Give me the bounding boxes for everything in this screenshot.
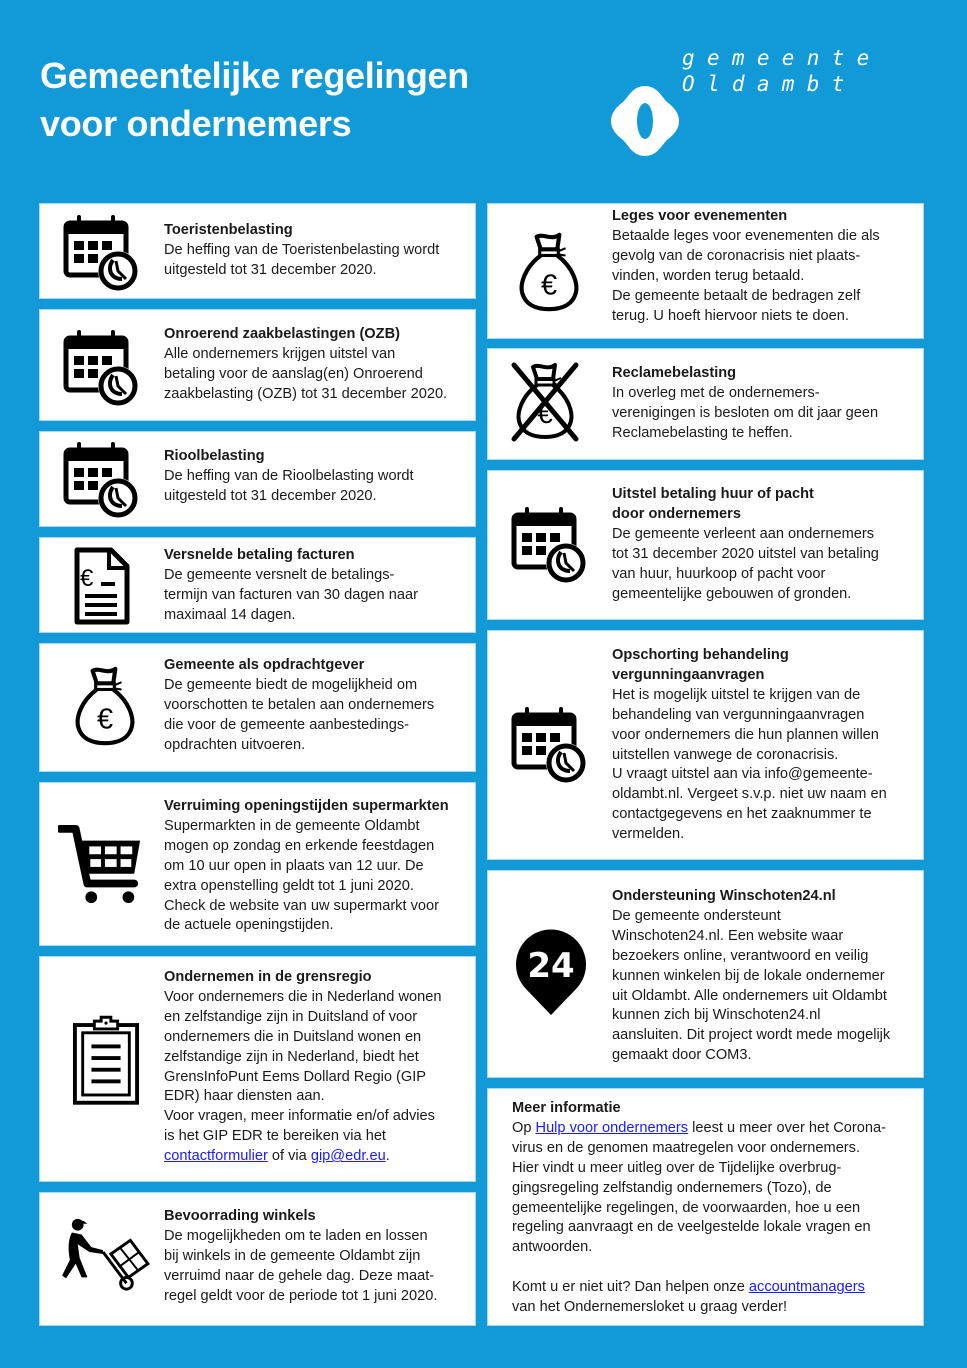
card-text-line: EDR) haar diensten aan. <box>164 1088 325 1105</box>
card-heading: Rioolbelasting <box>164 448 265 464</box>
card-text-line: regeling aanvraagt en de veelgestelde lokale vragen en <box>512 1219 871 1236</box>
card-text-line: Winschoten24.nl. Een website waar <box>612 927 844 944</box>
card-text-line: bezoekers online, verantwoord en veilig <box>612 947 869 964</box>
card-text-line: De gemeente versnelt de betalings- <box>164 566 395 583</box>
euro-money-bag-icon <box>74 662 136 750</box>
card-text-line: extra openstelling geldt tot 1 juni 2020. <box>164 877 414 894</box>
card-text-line: voor ondernemers die hun plannen willen <box>612 726 879 743</box>
card-heading: Ondersteuning Winschoten24.nl <box>612 888 836 904</box>
card-text-line: tot 31 december 2020 uitstel van betaling <box>612 545 879 562</box>
card-text-line: De gemeente verleent aan ondernemers <box>612 525 875 542</box>
oldambt-logo-icon <box>609 84 681 158</box>
logo-text-gemeente: gemeente <box>682 46 882 70</box>
card-ozb <box>39 309 476 421</box>
card-text-line: zaakbelasting (OZB) tot 31 december 2020. <box>164 385 448 402</box>
logo-text-oldambt: Oldambt <box>682 72 857 96</box>
card-rioolbelasting <box>39 431 476 527</box>
card-heading: door ondernemers <box>612 505 741 522</box>
euro-invoice-icon <box>70 546 132 626</box>
calendar-clock-icon <box>62 328 142 408</box>
card-text-line: virus en de genomen maatregelen voor ondernemers. <box>512 1139 861 1156</box>
card-heading: Opschorting behandeling <box>612 647 789 663</box>
card-text-line: Het is mogelijk uitstel te krijgen van de <box>612 686 861 703</box>
clipboard-icon <box>72 1013 140 1107</box>
card-text-line: Voor ondernemers die in Nederland wonen <box>164 988 442 1005</box>
card-heading: Reclamebelasting <box>612 365 737 381</box>
card-heading: Bevoorrading winkels <box>164 1208 316 1224</box>
card-text-line: uitgesteld tot 31 december 2020. <box>164 261 377 278</box>
contact-line <box>164 1147 441 1167</box>
card-text-line: contactgegevens en het zaaknummer te <box>612 806 872 823</box>
card-text-line: GrensInfoPunt Eems Dollard Regio (GIP <box>164 1068 426 1085</box>
card-text-line: De mogelijkheden om te laden en lossen <box>164 1227 428 1244</box>
card-toeristenbelasting <box>39 203 476 299</box>
card-uitstel-huur-pacht <box>487 470 924 620</box>
calendar-clock-icon <box>510 705 590 785</box>
card-text-line: kunnen zich bij Winschoten24.nl <box>612 1007 821 1024</box>
meer-informatie-heading: Meer informatie <box>512 1100 621 1116</box>
card-text-line: gevolg van de coronacrisis niet plaats- <box>612 247 861 264</box>
card-heading: Leges voor evenementen <box>612 208 788 224</box>
card-text-line: kunnen winkelen bij de lokale ondernemer <box>612 967 885 984</box>
card-versnelde-betaling <box>39 537 476 633</box>
calendar-clock-icon <box>62 213 142 293</box>
card-bevoorrading <box>39 1192 476 1326</box>
card-opschorting-vergunning <box>487 630 924 860</box>
closing-line-1 <box>512 1278 886 1298</box>
card-heading: Uitstel betaling huur of pacht <box>612 486 814 502</box>
card-reclamebelasting <box>487 348 924 460</box>
card-text-line: van huur, huurkoop of pacht voor <box>612 565 826 582</box>
card-text-line: Reclamebelasting te heffen. <box>612 424 793 441</box>
page-title-line-2: voor ondernemers <box>40 103 352 144</box>
card-heading: vergunningaanvragen <box>612 666 765 683</box>
card-text-line: ondernemers die in Duitsland wonen en <box>164 1028 422 1045</box>
card-text-line: uitstellen vanwege de coronacrisis. <box>612 746 839 763</box>
card-heading: Ondernemen in de grensregio <box>164 969 372 985</box>
card-text-line: regel geldt voor de periode tot 1 juni 2020. <box>164 1287 438 1304</box>
page-title <box>40 52 469 148</box>
card-text-line: De gemeente biedt de mogelijkheid om <box>164 676 418 693</box>
card-text-line: en zelfstandige zijn in Duitsland of voor <box>164 1008 418 1025</box>
card-text-line: voorschotten te betalen aan ondernemers <box>164 696 435 713</box>
spacer <box>512 1258 886 1278</box>
location-pin-24-icon <box>514 927 588 1017</box>
card-text-line: verenigingen is besloten om dit jaar geen <box>612 404 879 421</box>
shopping-cart-icon <box>58 823 146 905</box>
card-text-line: maximaal 14 dagen. <box>164 606 296 623</box>
card-text-line: gemeentelijke regelingen, de voorwaarden, hoe u een <box>512 1199 861 1216</box>
card-text-line: Supermarkten in de gemeente Oldambt <box>164 817 420 834</box>
card-text-line: Betaalde leges voor evenementen die als <box>612 227 880 244</box>
card-text-line: Check de website van uw supermarkt voor <box>164 897 439 914</box>
card-text-line: vermelden. <box>612 826 685 843</box>
card-text-line: betaling voor de aanslag(en) Onroerend <box>164 365 423 382</box>
line-suffix: leest u meer over het Corona- <box>688 1119 886 1136</box>
card-text-line: gemeentelijke gebouwen of gronden. <box>612 585 852 602</box>
crossed-money-bag-icon <box>510 359 580 443</box>
card-text-line: is het GIP EDR te bereiken via het <box>164 1128 386 1145</box>
hulp-voor-ondernemers-link[interactable]: Hulp voor ondernemers <box>535 1119 689 1136</box>
delivery-hand-truck-icon <box>56 1215 154 1293</box>
closing-prefix: Komt u er niet uit? Dan helpen onze <box>512 1279 749 1296</box>
card-text-line: antwoorden. <box>512 1239 593 1256</box>
card-text-line: terug. U hoeft hiervoor niets te doen. <box>612 307 849 324</box>
card-text-line: In overleg met de ondernemers- <box>612 384 820 401</box>
euro-money-bag-icon <box>518 228 580 316</box>
svg-text:€: € <box>80 565 94 592</box>
card-heading: Verruiming openingstijden supermarkten <box>164 798 449 814</box>
card-text-line: U vraagt uitstel aan via info@gemeente- <box>612 766 873 783</box>
card-text-line: gingsregeling zelfstandig ondernemers (Tozo), de <box>512 1179 832 1196</box>
card-text-line: De gemeente ondersteunt <box>612 907 781 924</box>
contact-line-middle: of via <box>267 1148 311 1165</box>
card-text-line: behandeling van vergunningaanvragen <box>612 706 865 723</box>
contact-line-end: . <box>385 1148 390 1165</box>
card-text-line: gemaakt door COM3. <box>612 1047 752 1064</box>
card-text-line: De heffing van de Rioolbelasting wordt <box>164 467 414 484</box>
card-text-line: De gemeente betaalt de bedragen zelf <box>612 287 861 304</box>
card-supermarkten <box>39 782 476 946</box>
card-text-line: verruimd naar de gehele dag. Deze maat- <box>164 1267 435 1284</box>
card-text-line: de actuele openingstijden. <box>164 917 334 934</box>
card-text-line: om 10 uur open in plaats van 12 uur. De <box>164 857 424 874</box>
card-text-line: Hier vindt u meer uitleg over de Tijdelijke overbrug- <box>512 1159 842 1176</box>
closing-line-2: van het Ondernemersloket u graag verder! <box>512 1299 788 1316</box>
card-heading: Versnelde betaling facturen <box>164 547 355 563</box>
card-text-line: die voor de gemeente aanbestedings- <box>164 716 410 733</box>
card-text-line: bij winkels in de gemeente Oldambt zijn <box>164 1247 421 1264</box>
card-grensregio <box>39 956 476 1182</box>
card-text-line: termijn van facturen van 30 dagen naar <box>164 586 418 603</box>
card-text-line: uit Oldambt. Alle ondernemers uit Oldambt <box>612 987 887 1004</box>
card-text-line: oldambt.nl. Vergeet s.v.p. niet uw naam en <box>612 786 887 803</box>
card-text-line: mogen op zondag en erkende feestdagen <box>164 837 435 854</box>
card-heading: Toeristenbelasting <box>164 222 293 238</box>
card-text-line: zelfstandige zijn in Nederland, biedt het <box>164 1048 419 1065</box>
line-prefix: Op <box>512 1119 536 1136</box>
page-title-line-1: Gemeentelijke regelingen <box>40 55 469 96</box>
card-winschoten24 <box>487 870 924 1078</box>
card-opdrachtgever <box>39 643 476 772</box>
card-leges-evenementen <box>487 203 924 339</box>
contactformulier-link[interactable]: contactformulier <box>164 1148 268 1165</box>
calendar-clock-icon <box>510 505 590 585</box>
calendar-clock-icon <box>62 440 142 520</box>
meer-informatie-line-1 <box>512 1119 886 1139</box>
card-text-line: vinden, worden terug betaald. <box>612 267 805 284</box>
card-text-line: Voor vragen, meer informatie en/of advies <box>164 1108 435 1125</box>
card-heading: Onroerend zaakbelastingen (OZB) <box>164 326 400 342</box>
card-text-line: Alle ondernemers krijgen uitstel van <box>164 345 396 362</box>
card-meer-informatie <box>487 1088 924 1326</box>
pin-24-text: 24 <box>527 946 575 986</box>
gip-email-link[interactable]: gip@edr.eu <box>310 1148 386 1165</box>
card-text-line: opdrachten uitvoeren. <box>164 736 306 753</box>
card-text-line: uitgesteld tot 31 december 2020. <box>164 487 377 504</box>
card-text-line: De heffing van de Toeristenbelasting wordt <box>164 241 440 258</box>
card-heading: Gemeente als opdrachtgever <box>164 657 365 673</box>
accountmanagers-link[interactable]: accountmanagers <box>748 1279 865 1296</box>
card-text-line: aansluiten. Dit project wordt mede mogelijk <box>612 1027 891 1044</box>
